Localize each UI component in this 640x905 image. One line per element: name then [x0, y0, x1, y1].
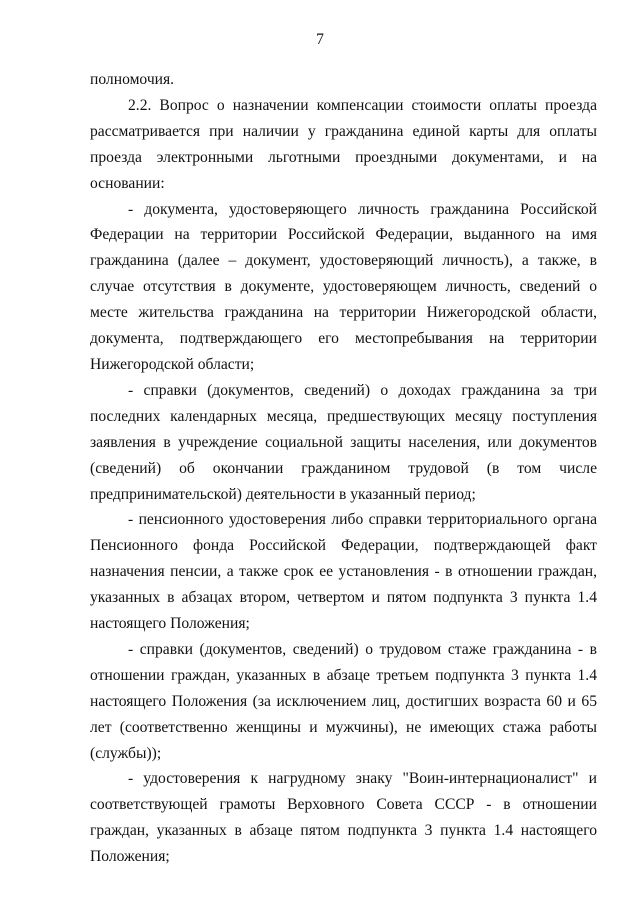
- paragraph-pension-certificate: - пенсионного удостоверения либо справки территориального органа Пенсионного фонда Российской Федерации, подтверждающей факт назначения пенсии, а также срок ее установления - в отношении граждан, указанных в абзацах втором, четвертом и пятом подпункта 3 пункта 1.4 настоящего Положения;: [90, 511, 597, 633]
- paragraph-section-2-2: 2.2. Вопрос о назначении компенсации стоимости оплаты проезда рассматривается при наличии у гражданина единой карты для оплаты проезда электронными льготными проездными документами, и на основании:: [90, 96, 597, 192]
- paragraph-income-certificate: - справки (документов, сведений) о доходах гражданина за три последних календарных месяца, предшествующих месяцу поступления заявления в учреждение социальной защиты населения, или документов (сведений) об окончании гражданином трудовой (в том числе предпринимательской) деятельности в указанный период;: [90, 381, 597, 503]
- paragraph-identity-document: - документа, удостоверяющего личность гражданина Российской Федерации на территории Российской Федерации, выданного на имя гражданина (далее – документ, удостоверяющий личность), а также, в случае отсутствия в документе, удостоверяющем личность, сведений о месте жительства гражданина на территории Нижегородской области, документа, подтверждающего его местопребывания на территории Нижегородской области;: [90, 200, 597, 373]
- paragraph-internationalist-badge: - удостоверения к нагрудному знаку "Воин-интернационалист" и соответствующей грамоты Верховного Совета СССР - в отношении граждан, указанных в абзаце пятом подпункта 3 пункта 1.4 настоящего Положения;: [90, 770, 597, 866]
- paragraph-continuation: полномочия.: [90, 71, 175, 88]
- document-body: [90, 67, 597, 870]
- paragraph-work-experience: - справки (документов, сведений) о трудовом стаже гражданина - в отношении граждан, указанных в абзаце третьем подпункта 3 пункта 1.4 настоящего Положения (за исключением лиц, достигших возраста 60 и 65 лет (соответственно женщины и мужчины), не имеющих стажа работы (службы));: [90, 640, 597, 762]
- page-number: 7: [316, 31, 324, 48]
